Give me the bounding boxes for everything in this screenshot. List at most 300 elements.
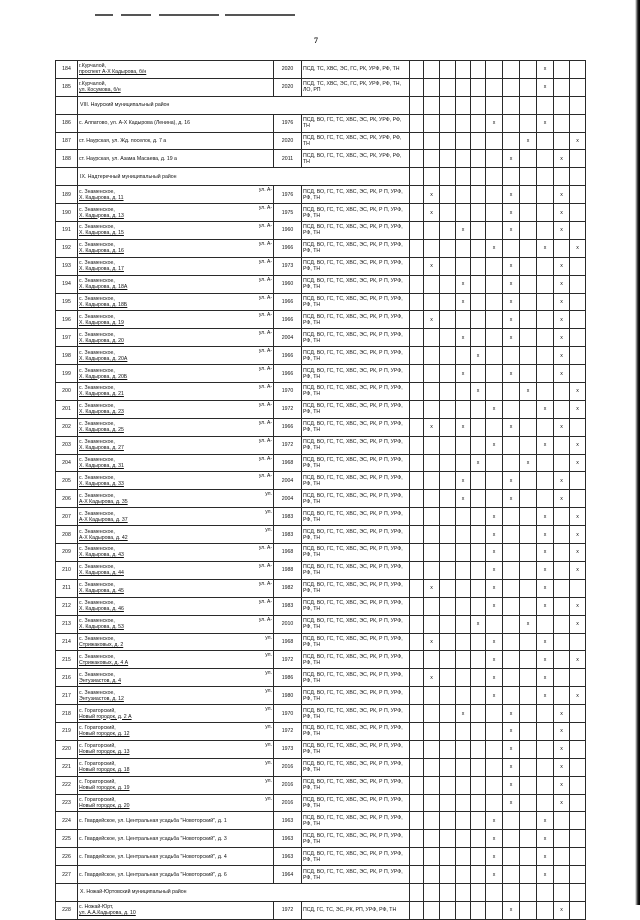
- address-street-prefix: ул. А-: [258, 240, 272, 247]
- address-line-2: ул. Косумова, б/н: [79, 87, 121, 94]
- row-number: 208: [56, 526, 78, 544]
- mark-cell: [440, 454, 456, 472]
- mark-cell: [471, 794, 486, 812]
- address-cell: [78, 418, 274, 436]
- address-line-2: Х. Кадырова, д. 15: [79, 230, 124, 237]
- year-cell: 1970: [274, 705, 302, 723]
- mark-cell: x: [537, 114, 554, 132]
- mark-cell: [471, 61, 486, 79]
- mark-cell: x: [503, 705, 520, 723]
- year-cell: 1983: [274, 508, 302, 526]
- mark-cell: [424, 651, 440, 669]
- mark-cell: x: [486, 866, 503, 884]
- mark-cell: [537, 383, 554, 401]
- scan-artifact: [95, 14, 295, 18]
- table-row: [56, 740, 586, 758]
- mark-cell: [570, 78, 586, 96]
- services-cell: ПСД, ВО, ГС, ТС, ХВС, ЭС, РК, Р П, УРФ, РФ, ТН: [302, 526, 410, 544]
- mark-cell: [554, 651, 570, 669]
- mark-cell: x: [503, 329, 520, 347]
- row-number: 213: [56, 615, 78, 633]
- mark-cell: [471, 257, 486, 275]
- mark-cell: [570, 883, 586, 901]
- mark-cell: [520, 526, 537, 544]
- mark-cell: [440, 526, 456, 544]
- mark-cell: [537, 96, 554, 114]
- mark-cell: [570, 490, 586, 508]
- address-street-prefix: ул.: [265, 670, 272, 677]
- mark-cell: [570, 740, 586, 758]
- address-street-prefix: ул. А-: [258, 616, 272, 623]
- address-cell: [78, 579, 274, 597]
- mark-cell: [570, 347, 586, 365]
- year-cell: 1966: [274, 347, 302, 365]
- address-cell: [78, 347, 274, 365]
- mark-cell: [424, 96, 440, 114]
- mark-cell: [486, 490, 503, 508]
- mark-cell: [554, 436, 570, 454]
- address-cell: [78, 687, 274, 705]
- mark-cell: [471, 400, 486, 418]
- address-cell: [78, 239, 274, 257]
- mark-cell: [424, 776, 440, 794]
- mark-cell: [440, 544, 456, 562]
- address-line-1: с. Знаменское,: [79, 260, 115, 267]
- mark-cell: [503, 830, 520, 848]
- address-line-2: А-Х Кадырова, д. 37: [79, 516, 128, 523]
- mark-cell: x: [424, 311, 440, 329]
- address-street-prefix: ул. А-: [258, 473, 272, 480]
- year-cell: 1966: [274, 293, 302, 311]
- mark-cell: [554, 168, 570, 186]
- mark-cell: [471, 579, 486, 597]
- row-number: 195: [56, 293, 78, 311]
- mark-cell: [486, 740, 503, 758]
- mark-cell: x: [424, 633, 440, 651]
- mark-cell: x: [554, 311, 570, 329]
- mark-cell: [503, 114, 520, 132]
- address-line-1: ст. Наурская, ул. Жд. поселок, д. 7 а: [79, 138, 167, 144]
- mark-cell: [410, 186, 424, 204]
- mark-cell: [520, 186, 537, 204]
- mark-cell: [486, 472, 503, 490]
- mark-cell: x: [471, 615, 486, 633]
- mark-cell: [537, 329, 554, 347]
- mark-cell: [520, 347, 537, 365]
- mark-cell: [471, 114, 486, 132]
- year-cell: 1973: [274, 257, 302, 275]
- address-line-1: с. Ножай-Юрт,: [79, 904, 114, 911]
- mark-cell: [520, 114, 537, 132]
- mark-cell: [424, 132, 440, 150]
- row-number: 211: [56, 579, 78, 597]
- address-cell: [78, 526, 274, 544]
- mark-cell: [440, 329, 456, 347]
- mark-cell: [471, 544, 486, 562]
- mark-cell: [471, 561, 486, 579]
- year-cell: 1963: [274, 848, 302, 866]
- address-line-1: с. Гораторский,: [79, 707, 116, 714]
- mark-cell: x: [424, 669, 440, 687]
- row-number: 206: [56, 490, 78, 508]
- address-street-prefix: ул. А-: [258, 348, 272, 355]
- mark-cell: x: [554, 776, 570, 794]
- mark-cell: [440, 866, 456, 884]
- mark-cell: [440, 96, 456, 114]
- address-street-prefix: ул.: [265, 723, 272, 730]
- mark-cell: x: [537, 579, 554, 597]
- mark-cell: x: [570, 436, 586, 454]
- mark-cell: [456, 776, 471, 794]
- table-row: [56, 311, 586, 329]
- year-cell: 1970: [274, 383, 302, 401]
- address-street-prefix: ул. А-: [258, 545, 272, 552]
- address-street-prefix: ул.: [265, 777, 272, 784]
- row-number: 224: [56, 812, 78, 830]
- mark-cell: [410, 78, 424, 96]
- mark-cell: [410, 830, 424, 848]
- address-cell: [78, 490, 274, 508]
- mark-cell: [410, 490, 424, 508]
- mark-cell: [486, 257, 503, 275]
- row-number: 222: [56, 776, 78, 794]
- mark-cell: x: [537, 544, 554, 562]
- address-line-2: Х. Кадырова, д. 17: [79, 266, 124, 273]
- mark-cell: x: [537, 866, 554, 884]
- address-cell: [78, 615, 274, 633]
- address-line-2: А-Х Кадырова, д. 35: [79, 498, 128, 505]
- mark-cell: [410, 776, 424, 794]
- address-cell: [78, 329, 274, 347]
- mark-cell: [410, 454, 424, 472]
- address-street-prefix: ул.: [265, 509, 272, 516]
- mark-cell: [440, 597, 456, 615]
- mark-cell: [503, 78, 520, 96]
- table-row: [56, 114, 586, 132]
- row-number: 215: [56, 651, 78, 669]
- mark-cell: [471, 472, 486, 490]
- mark-cell: [410, 508, 424, 526]
- mark-cell: [410, 114, 424, 132]
- mark-cell: [410, 150, 424, 168]
- mark-cell: [503, 239, 520, 257]
- mark-cell: [503, 883, 520, 901]
- services-cell: ПСД, ВО, ГС, ТС, ХВС, ЭС, РК, Р П, УРФ, РФ, ТН: [302, 329, 410, 347]
- mark-cell: x: [537, 508, 554, 526]
- mark-cell: x: [503, 418, 520, 436]
- services-cell: ПСД, ВО, ГС, ТС, ХВС, ЭС, РК, Р П, УРФ, РФ, ТН: [302, 204, 410, 222]
- year-cell: 1980: [274, 687, 302, 705]
- mark-cell: [440, 114, 456, 132]
- mark-cell: [554, 400, 570, 418]
- section-num-cell: [56, 96, 78, 114]
- mark-cell: [570, 329, 586, 347]
- mark-cell: [520, 365, 537, 383]
- mark-cell: [537, 132, 554, 150]
- mark-cell: [440, 883, 456, 901]
- row-number: 227: [56, 866, 78, 884]
- table-row: [56, 794, 586, 812]
- year-cell: 1982: [274, 579, 302, 597]
- address-street-prefix: ул.: [265, 759, 272, 766]
- mark-cell: [537, 883, 554, 901]
- address-cell: [78, 561, 274, 579]
- mark-cell: [471, 293, 486, 311]
- mark-cell: [440, 722, 456, 740]
- table-row: [56, 633, 586, 651]
- address-line-1: с. Гораторский,: [79, 779, 116, 786]
- row-number: 204: [56, 454, 78, 472]
- mark-cell: x: [486, 544, 503, 562]
- mark-cell: x: [486, 597, 503, 615]
- table-row: [56, 722, 586, 740]
- mark-cell: x: [570, 508, 586, 526]
- mark-cell: [537, 186, 554, 204]
- mark-cell: [486, 168, 503, 186]
- table-row: [56, 275, 586, 293]
- address-street-prefix: ул. А-: [258, 223, 272, 230]
- mark-cell: [424, 239, 440, 257]
- mark-cell: [410, 222, 424, 240]
- table-row: [56, 365, 586, 383]
- mark-cell: [503, 651, 520, 669]
- mark-cell: x: [554, 293, 570, 311]
- address-line-1: с. Гвардейское, ул. Центральная усадьба "Новоторский", д. 3: [79, 835, 227, 842]
- table-row: [56, 490, 586, 508]
- address-line-1: с. Знаменское,: [79, 206, 115, 213]
- services-cell: ПСД, ГС, ТС, ЭС, РК, РП, УРФ, РФ, ТН: [302, 901, 410, 919]
- address-street-prefix: ул.: [265, 741, 272, 748]
- address-line-1: с. Гораторский,: [79, 743, 116, 750]
- table-row: [56, 293, 586, 311]
- mark-cell: [486, 78, 503, 96]
- mark-cell: [456, 830, 471, 848]
- address-line-2: Х. Кадырова, д. 33: [79, 480, 124, 487]
- table-row: [56, 526, 586, 544]
- mark-cell: [537, 168, 554, 186]
- address-line-2: Энтузиастов, д. 12: [79, 695, 124, 702]
- address-line-2: Новый городок, д. 2 А: [79, 713, 132, 720]
- mark-cell: [456, 794, 471, 812]
- address-line-1: с. Знаменское,: [79, 618, 115, 625]
- table-row: [56, 776, 586, 794]
- mark-cell: x: [486, 830, 503, 848]
- mark-cell: [520, 239, 537, 257]
- mark-cell: [486, 615, 503, 633]
- services-cell: ПСД, ВО, ГС, ТС, ХВС, ЭС, РК, Р П, УРФ, РФ, ТН: [302, 812, 410, 830]
- mark-cell: [503, 61, 520, 79]
- address-street-prefix: ул. А-: [258, 384, 272, 391]
- mark-cell: x: [570, 239, 586, 257]
- address-line-2: Новый городок, д. 13: [79, 749, 130, 756]
- mark-cell: [537, 365, 554, 383]
- mark-cell: [554, 526, 570, 544]
- mark-cell: [570, 794, 586, 812]
- mark-cell: [554, 114, 570, 132]
- mark-cell: [440, 901, 456, 919]
- mark-cell: [503, 597, 520, 615]
- year-cell: 1972: [274, 651, 302, 669]
- mark-cell: x: [486, 436, 503, 454]
- mark-cell: x: [554, 740, 570, 758]
- mark-cell: [410, 579, 424, 597]
- mark-cell: x: [503, 293, 520, 311]
- mark-cell: [537, 472, 554, 490]
- services-cell: ПСД, ВО, ГС, ТС, ХВС, ЭС, РК, Р П, УРФ, РФ, ТН: [302, 669, 410, 687]
- mark-cell: [570, 168, 586, 186]
- mark-cell: [486, 883, 503, 901]
- year-cell: 2011: [274, 150, 302, 168]
- services-cell: ПСД, ВО, ГС, ТС, ХВС, ЭС, РК, Р П, УРФ, РФ, ТН: [302, 275, 410, 293]
- mark-cell: [440, 418, 456, 436]
- mark-cell: [424, 526, 440, 544]
- page-number: 7: [314, 36, 318, 45]
- mark-cell: x: [554, 490, 570, 508]
- address-cell: [78, 204, 274, 222]
- address-cell: [78, 830, 274, 848]
- services-cell: ПСД, ВО, ГС, ТС, ХВС, ЭС, РК, УРФ, РФ, ТН: [302, 132, 410, 150]
- address-line-1: с. Алпатово, ул. А-Х Кадырова (Ленина), д. 16: [79, 120, 190, 127]
- mark-cell: x: [570, 383, 586, 401]
- address-line-1: с. Знаменское,: [79, 474, 115, 481]
- services-cell: ПСД, ВО, ГС, ТС, ХВС, ЭС, РК, Р П, УРФ, РФ, ТН: [302, 257, 410, 275]
- address-line-1: с. Гвардейское, ул. Центральная усадьба "Новоторский", д. 1: [79, 817, 227, 824]
- mark-cell: [570, 758, 586, 776]
- mark-cell: [471, 901, 486, 919]
- row-number: 200: [56, 383, 78, 401]
- address-street-prefix: ул. А-: [258, 330, 272, 337]
- table-row: [56, 669, 586, 687]
- mark-cell: [440, 436, 456, 454]
- row-number: 196: [56, 311, 78, 329]
- mark-cell: [537, 615, 554, 633]
- address-line-2: Х. Кадырова, д. 53: [79, 624, 124, 631]
- row-number: 191: [56, 222, 78, 240]
- mark-cell: [570, 222, 586, 240]
- mark-cell: [554, 544, 570, 562]
- mark-cell: [471, 186, 486, 204]
- address-street-prefix: ул.: [265, 706, 272, 713]
- table-row: [56, 347, 586, 365]
- mark-cell: [440, 132, 456, 150]
- services-cell: ПСД, ВО, ГС, ТС, ХВС, ЭС, РК, Р П, УРФ, РФ, ТН: [302, 436, 410, 454]
- row-number: 188: [56, 150, 78, 168]
- address-line-1: с. Гвардейское, ул. Центральная усадьба "Новоторский", д. 6: [79, 871, 227, 878]
- address-line-1: ст. Наурская, ул. Азама Масаева, д. 19 а: [79, 155, 177, 162]
- mark-cell: x: [486, 561, 503, 579]
- mark-cell: [424, 150, 440, 168]
- mark-cell: [520, 687, 537, 705]
- address-line-1: с. Знаменское,: [79, 457, 115, 464]
- mark-cell: [570, 776, 586, 794]
- mark-cell: [471, 239, 486, 257]
- row-number: 221: [56, 758, 78, 776]
- table-row: [56, 61, 586, 79]
- mark-cell: [486, 329, 503, 347]
- mark-cell: [440, 275, 456, 293]
- mark-cell: [486, 293, 503, 311]
- mark-cell: x: [424, 257, 440, 275]
- table-row: [56, 597, 586, 615]
- address-line-1: с. Гвардейское, ул. Центральная усадьба "Новоторский", д. 4: [79, 853, 227, 860]
- mark-cell: [554, 579, 570, 597]
- services-cell: ПСД, ВО, ГС, ТС, ХВС, ЭС, РК, Р П, УРФ, РФ, ТН: [302, 490, 410, 508]
- mark-cell: [471, 722, 486, 740]
- mark-cell: [503, 544, 520, 562]
- services-cell: ПСД, ВО, ГС, ТС, ХВС, ЭС, РК, Р П, УРФ, РФ, ТН: [302, 740, 410, 758]
- table-row: [56, 383, 586, 401]
- row-number: 205: [56, 472, 78, 490]
- table-row: [56, 758, 586, 776]
- mark-cell: [424, 490, 440, 508]
- scan-edge: [635, 0, 640, 905]
- mark-cell: [440, 615, 456, 633]
- mark-cell: [471, 365, 486, 383]
- mark-cell: [520, 418, 537, 436]
- mark-cell: [503, 579, 520, 597]
- services-cell: ПСД, ВО, ГС, ТС, ХВС, ЭС, РК, УРФ, РФ, ТН: [302, 150, 410, 168]
- mark-cell: [520, 651, 537, 669]
- mark-cell: x: [486, 687, 503, 705]
- mark-cell: [410, 96, 424, 114]
- mark-cell: x: [554, 901, 570, 919]
- mark-cell: [471, 883, 486, 901]
- address-cell: [78, 365, 274, 383]
- address-cell: [78, 597, 274, 615]
- address-line-2: Новый городок, д. 18: [79, 767, 130, 774]
- mark-cell: x: [537, 78, 554, 96]
- address-line-1: с. Знаменское,: [79, 367, 115, 374]
- year-cell: 1963: [274, 830, 302, 848]
- address-cell: [78, 758, 274, 776]
- mark-cell: x: [554, 329, 570, 347]
- mark-cell: [440, 61, 456, 79]
- address-street-prefix: ул. А-: [258, 455, 272, 462]
- table-row: [56, 812, 586, 830]
- mark-cell: [503, 96, 520, 114]
- row-number: 203: [56, 436, 78, 454]
- section-row: [56, 883, 586, 901]
- address-line-2: Х. Кадырова, д. 20А: [79, 355, 128, 362]
- services-cell: ПСД, ВО, ГС, ТС, ХВС, ЭС, РК, Р П, УРФ, РФ, ТН: [302, 222, 410, 240]
- table-row: [56, 150, 586, 168]
- mark-cell: [456, 740, 471, 758]
- table-row: [56, 436, 586, 454]
- mark-cell: [520, 901, 537, 919]
- mark-cell: [537, 150, 554, 168]
- row-number: 219: [56, 722, 78, 740]
- address-street-prefix: ул. А-: [258, 366, 272, 373]
- mark-cell: [520, 311, 537, 329]
- mark-cell: [486, 776, 503, 794]
- address-line-2: Х. Кадырова, д. 27: [79, 445, 124, 452]
- year-cell: 1975: [274, 204, 302, 222]
- mark-cell: [554, 687, 570, 705]
- mark-cell: x: [537, 526, 554, 544]
- mark-cell: [471, 848, 486, 866]
- mark-cell: [440, 812, 456, 830]
- mark-cell: [440, 78, 456, 96]
- mark-cell: [410, 293, 424, 311]
- address-street-prefix: ул. А-: [258, 312, 272, 319]
- address-street-prefix: ул. А-: [258, 276, 272, 283]
- mark-cell: x: [503, 776, 520, 794]
- mark-cell: [440, 150, 456, 168]
- mark-cell: [410, 257, 424, 275]
- mark-cell: [486, 222, 503, 240]
- mark-cell: [410, 275, 424, 293]
- mark-cell: [471, 418, 486, 436]
